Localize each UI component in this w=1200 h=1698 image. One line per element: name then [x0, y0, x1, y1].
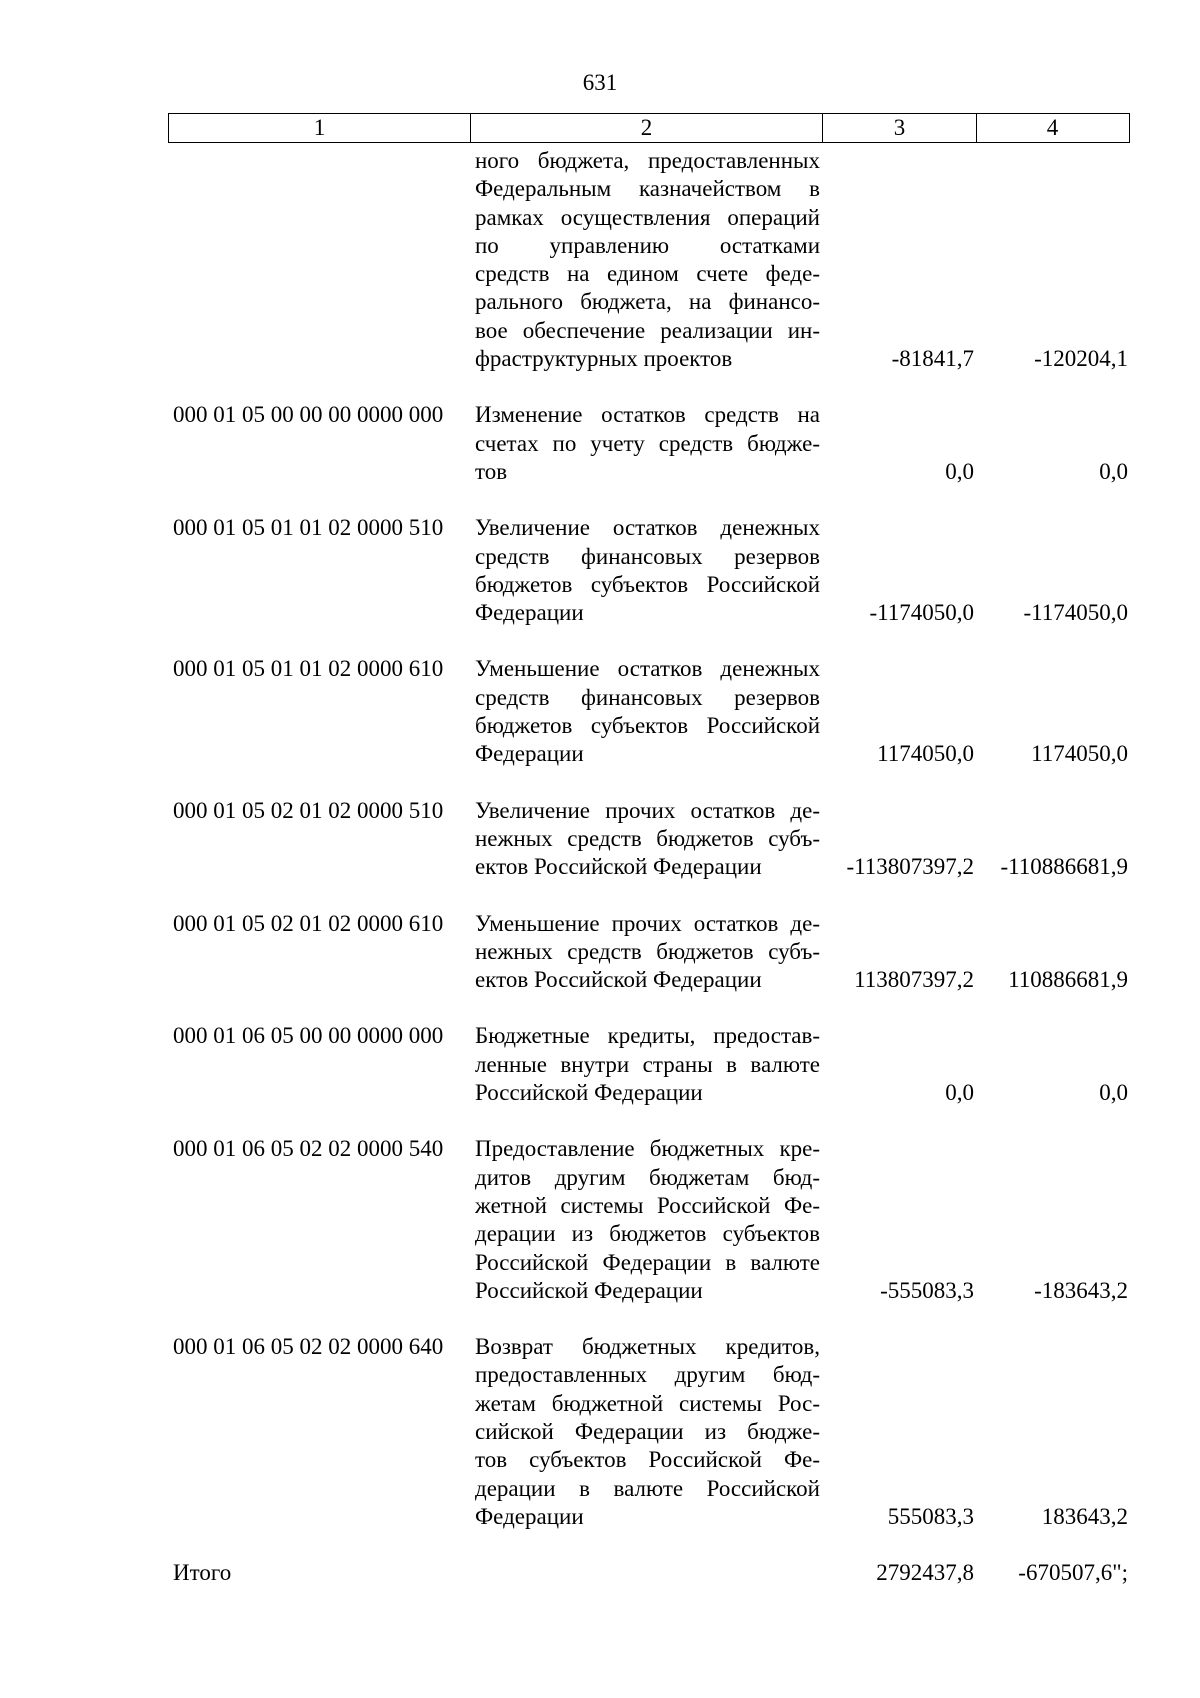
table-row [168, 1022, 1130, 1107]
item-name-line: ектов Российской Федерации [475, 967, 762, 993]
budget-code: 000 01 05 00 00 00 0000 000 [173, 402, 444, 428]
item-name-line: тов субъектов Российской Фе- [475, 1447, 820, 1473]
value-column-4: -1174050,0 [1023, 600, 1128, 626]
page-number: 631 [582, 70, 618, 95]
column-header-row [168, 113, 1130, 143]
item-name-line: Увеличение остатков денежных [475, 515, 820, 541]
item-name-line: Предоставление бюджетных кре- [475, 1136, 820, 1162]
value-column-3: -555083,3 [880, 1277, 974, 1303]
value-column-4: 1174050,0 [1031, 741, 1128, 767]
value-column-4: 0,0 [1099, 458, 1128, 484]
budget-code: 000 01 05 01 01 02 0000 610 [173, 656, 444, 682]
item-name-line: Российской Федерации [475, 1080, 703, 1106]
table-row [168, 910, 1130, 995]
value-column-3: 0,0 [945, 1080, 974, 1106]
item-name [470, 1022, 822, 1107]
item-name-line: тов [475, 458, 508, 484]
item-name-line: Федерации [475, 741, 584, 767]
item-name-line: Уменьшение остатков денежных [475, 656, 820, 682]
item-name-line: счетах по учету средств бюдже- [475, 430, 820, 456]
item-name-line: Бюджетные кредиты, предостав- [475, 1023, 820, 1049]
item-name-line: Российской Федерации в валюте [475, 1249, 820, 1275]
item-name-line: фраструктурных проектов [475, 346, 733, 372]
item-name-line: Российской Федерации [475, 1277, 703, 1303]
item-name-line: Федеральным казначейством в [475, 176, 820, 202]
budget-code: 000 01 05 01 01 02 0000 510 [173, 515, 444, 541]
item-name-line: сийской Федерации из бюдже- [475, 1418, 820, 1444]
item-name-line: дитов другим бюджетам бюд- [475, 1164, 820, 1190]
value-column-3: 0,0 [945, 458, 974, 484]
item-name-line: нежных средств бюджетов субъ- [475, 825, 820, 851]
total-row [168, 1559, 1130, 1587]
item-name-line: жетной системы Российской Фе- [475, 1192, 820, 1218]
item-name-line: Возврат бюджетных кредитов, [475, 1334, 820, 1360]
value-column-3: -1174050,0 [869, 600, 974, 626]
item-name-line: по управлению остатками [475, 232, 820, 258]
item-name-line: средств финансовых резервов [475, 543, 820, 569]
total-label: Итого [173, 1560, 232, 1586]
value-column-4: -183643,2 [1034, 1277, 1128, 1303]
item-name-line: Изменение остатков средств на [475, 402, 820, 428]
item-name-line: ленные внутри страны в валюте [475, 1051, 820, 1077]
item-name-line: нежных средств бюджетов субъ- [475, 938, 820, 964]
item-name [470, 1135, 822, 1305]
value-column-3: -113807397,2 [846, 854, 974, 880]
item-name-line: ектов Российской Федерации [475, 854, 762, 880]
budget-code: 000 01 05 02 01 02 0000 610 [173, 910, 444, 936]
budget-code: 000 01 06 05 02 02 0000 540 [173, 1136, 444, 1162]
value-column-4: 110886681,9 [1008, 967, 1128, 993]
value-column-4: -120204,1 [1034, 346, 1128, 372]
budget-code: 000 01 05 02 01 02 0000 510 [173, 797, 444, 823]
total-value-column-3: 2792437,8 [876, 1560, 974, 1586]
value-column-4: 183643,2 [1041, 1503, 1128, 1529]
item-name-line: вое обеспечение реализации ин- [475, 317, 820, 343]
item-name [470, 910, 822, 995]
item-name [470, 147, 822, 373]
item-name [470, 514, 822, 627]
table-row [168, 514, 1130, 627]
table-row [168, 401, 1130, 486]
value-column-3: 113807397,2 [854, 967, 974, 993]
value-column-3: 1174050,0 [877, 741, 974, 767]
item-name-line: ного бюджета, предоставленных [475, 148, 820, 173]
item-name-line: Увеличение прочих остатков де- [475, 797, 820, 823]
table-row [168, 147, 1130, 373]
item-name-line: Федерации [475, 1503, 584, 1529]
item-name [470, 1333, 822, 1531]
column-header-1: 1 [169, 114, 471, 142]
item-name [470, 401, 822, 486]
value-column-4: 0,0 [1099, 1080, 1128, 1106]
value-column-3: -81841,7 [891, 346, 974, 372]
budget-code: 000 01 06 05 00 00 0000 000 [173, 1023, 444, 1049]
item-name-line: бюджетов субъектов Российской [475, 571, 820, 597]
table-row [168, 1135, 1130, 1305]
item-name-line: Федерации [475, 600, 584, 626]
budget-code: 000 01 06 05 02 02 0000 640 [173, 1334, 444, 1360]
item-name-line: средств финансовых резервов [475, 684, 820, 710]
item-name-line: средств на едином счете феде- [475, 261, 820, 287]
table-row [168, 655, 1130, 768]
item-name-line: рального бюджета, на финансо- [475, 289, 820, 315]
item-name-line: предоставленных другим бюд- [475, 1362, 820, 1388]
item-name-line: дерации из бюджетов субъектов [475, 1221, 820, 1247]
item-name-line: жетам бюджетной системы Рос- [475, 1390, 820, 1416]
column-header-4: 4 [1046, 115, 1059, 140]
value-column-4: -110886681,9 [1000, 854, 1128, 880]
table-row [168, 1333, 1130, 1531]
column-header-3: 3 [823, 114, 977, 142]
item-name-line: дерации в валюте Российской [475, 1475, 820, 1501]
column-header-2: 2 [471, 114, 823, 142]
item-name [470, 797, 822, 882]
item-name [470, 655, 822, 768]
item-name-line: бюджетов субъектов Российской [475, 713, 820, 739]
table-row [168, 797, 1130, 882]
table-body [168, 147, 1130, 1587]
total-value-column-4: -670507,6"; [1018, 1560, 1128, 1586]
value-column-3: 555083,3 [887, 1503, 974, 1529]
item-name-line: Уменьшение прочих остатков де- [475, 910, 820, 936]
item-name-line: рамках осуществления операций [475, 204, 820, 230]
